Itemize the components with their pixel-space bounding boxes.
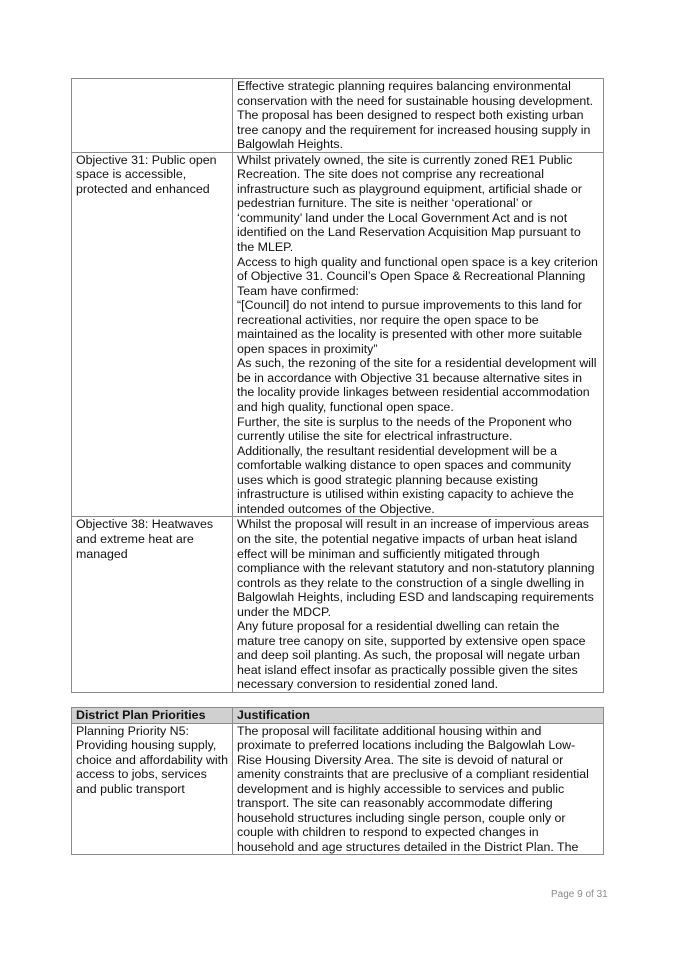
justification-paragraph: Whilst the proposal will result in an increase of impervious areas on the site, the potential negative impacts of urban heat island effect will be miniman and sufficiently mitigated through compliance with the relevant statutory and non-statutory planning controls as they relate to the construction of a single dwelling in Balgowlah Heights, including ESD and landscaping requirements under the MDCP. — [237, 517, 595, 619]
justification-cell — [233, 517, 604, 693]
priority-cell: Planning Priority N5: Providing housing supply, choice and affordability with access to jobs, services and public transport — [72, 723, 233, 855]
district-plan-table — [71, 707, 604, 855]
objectives-table — [71, 78, 604, 693]
table-row — [72, 723, 604, 855]
council-quote: “[Council] do not intend to pursue improvements to this land for recreational activities, nor require the open space to be maintained as the locality is presented with other more suitable open spaces in proximity” — [237, 298, 583, 356]
justification-cell: The proposal will facilitate additional housing within and proximate to preferred locations including the Balgowlah Low-Rise Housing Diversity Area. The site is devoid of natural or amenity constraints that are preclusive of a compliant residential development and is highly accessible to services and public transport. The site can reasonably accommodate differing household structures including single person, couple only or couple with children to respond to expected changes in household and age structures detailed in the District Plan. The — [233, 723, 604, 855]
objective-cell: Objective 38: Heatwaves and extreme heat are managed — [72, 517, 233, 693]
justification-paragraph: Any future proposal for a residential dwelling can retain the mature tree canopy on site, supported by extensive open space and deep soil planting. As such, the proposal will negate urban heat island effect insofar as practically possible given the sites necessary conversion to residential zoned land. — [237, 619, 586, 692]
objective-cell — [72, 79, 233, 153]
column-header-justification: Justification — [233, 708, 604, 724]
column-header-priorities: District Plan Priorities — [72, 708, 233, 724]
justification-paragraph: As such, the rezoning of the site for a residential development will be in accordance with Objective 31 because alternative sites in the locality provide linkages between residential accommodation and high quality, functional open space. — [237, 356, 597, 415]
table-row — [72, 79, 604, 153]
table-row — [72, 152, 604, 517]
justification-paragraph: Further, the site is surplus to the needs of the Proponent who currently utilise the site for electrical infrastructure. — [237, 414, 572, 444]
justification-cell — [233, 79, 604, 153]
justification-paragraph: Effective strategic planning requires balancing environmental conservation with the need for sustainable housing development. The proposal has been designed to respect both existing urban tree canopy and the requirement for increased housing supply in Balgowlah Heights. — [237, 79, 594, 152]
justification-paragraph: Access to high quality and functional open space is a key criterion of Objective 31. Council’s Open Space & Recreational Planning Team have confirmed: — [237, 254, 598, 298]
justification-paragraph: Whilst privately owned, the site is currently zoned RE1 Public Recreation. The site does not comprise any recreational infrastructure such as playground equipment, artificial shade or pedestrian furniture. The site is neither ‘operational’ or ‘community’ land under the Local Government Act and is not identified on the Land Reservation Acquisition Map pursuant to the MLEP. — [237, 152, 583, 255]
table-row — [72, 517, 604, 693]
page-number: Page 9 of 31 — [551, 889, 608, 900]
justification-cell — [233, 152, 604, 517]
table-header-row — [72, 708, 604, 724]
justification-paragraph: Additionally, the resultant residential development will be a comfortable walking distance to open spaces and community uses which is good strategic planning because existing infrastructure is utilised within existing capacity to achieve the intended outcomes of the Objective. — [237, 443, 574, 516]
objective-cell: Objective 31: Public open space is accessible, protected and enhanced — [72, 152, 233, 517]
